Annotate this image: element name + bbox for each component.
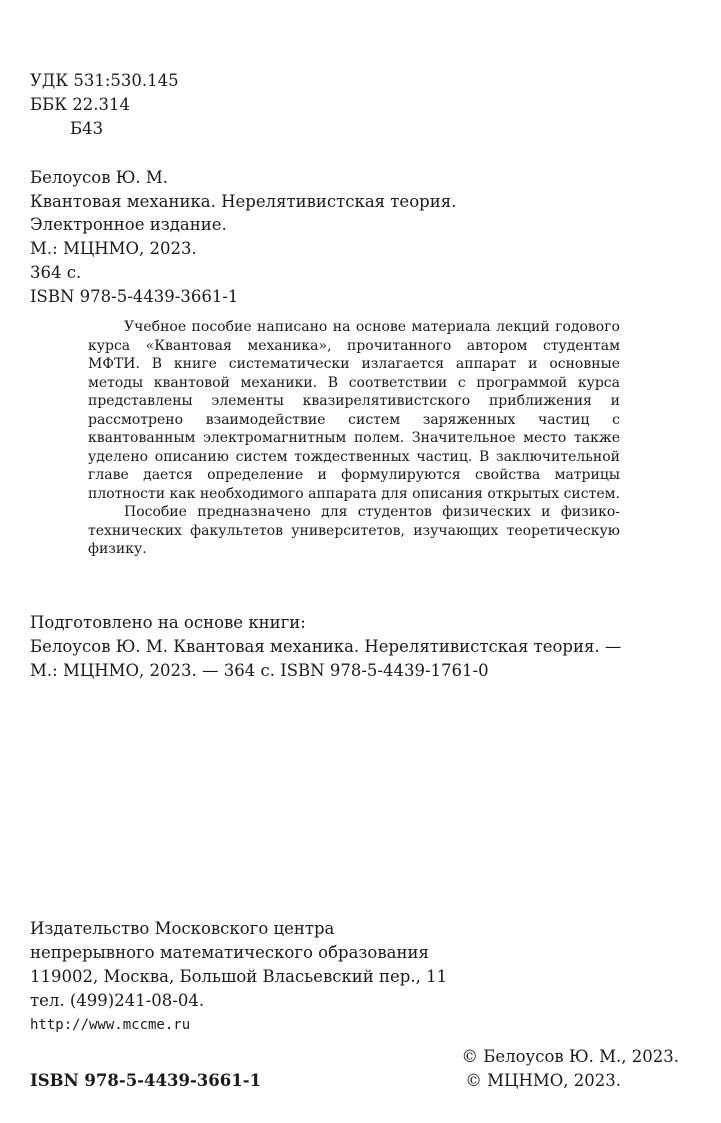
abstract-paragraph: Пособие предназначено для студентов физических и физико-техничеcких факультетов университетов, изучающих теоретическую физику.: [88, 504, 620, 557]
udk-code: УДК 531:530.145: [30, 71, 179, 90]
publisher-address: 119002, Москва, Большой Власьевский пер., 11: [30, 967, 448, 986]
publisher-name: Издательство Московского центра: [30, 919, 335, 938]
author-mark: Б43: [70, 119, 104, 138]
footer-isbn: ISBN 978-5-4439-3661-1: [30, 1071, 262, 1090]
source-line: Белоусов Ю. М. Квантовая механика. Нерелятивистская теория. —: [30, 637, 622, 656]
copyright-author: © Белоусов Ю. М., 2023.: [461, 1047, 679, 1066]
abstract-paragraph: Учебное пособие написано на основе материала лекций годового курса «Квантовая механика», прочитанного автором студентам МФТИ. В книге систематически излагается аппарат и основные методы квантовой механики. В соответствии с программой курса представлены элементы квазирелятивистского приближения и рассмотрено взаимодействие систем заряженных частиц с квантованным электромагнитным полем. Значительное место также уделено описанию систем тождественных частиц. В заключительной главе дается определение и формулируются свойства матрицы плотности как необходимого аппарата для описания открытых систем.: [88, 319, 620, 502]
bibliography-title: Квантовая механика. Нерелятивистская теория.: [30, 192, 457, 211]
source-heading: Подготовлено на основе книги:: [30, 613, 306, 632]
bbk-code: ББК 22.314: [30, 95, 130, 114]
publisher-name: непрерывного математического образования: [30, 943, 429, 962]
publisher-phone: тел. (499)241-08-04.: [30, 991, 205, 1010]
source-line: М.: МЦНМО, 2023. — 364 с. ISBN 978-5-4439-1761-0: [30, 661, 489, 680]
bibliography-pages: 364 с.: [30, 263, 82, 282]
bibliography-author: Белоусов Ю. М.: [30, 168, 169, 187]
bibliography-publisher-year: М.: МЦНМО, 2023.: [30, 239, 197, 258]
copyright-publisher: © МЦНМО, 2023.: [465, 1071, 621, 1090]
bibliography-edition: Электронное издание.: [30, 215, 227, 234]
bibliography-isbn: ISBN 978-5-4439-3661-1: [30, 287, 239, 306]
abstract: [88, 318, 620, 559]
publisher-url[interactable]: http://www.mccme.ru: [30, 1017, 191, 1033]
